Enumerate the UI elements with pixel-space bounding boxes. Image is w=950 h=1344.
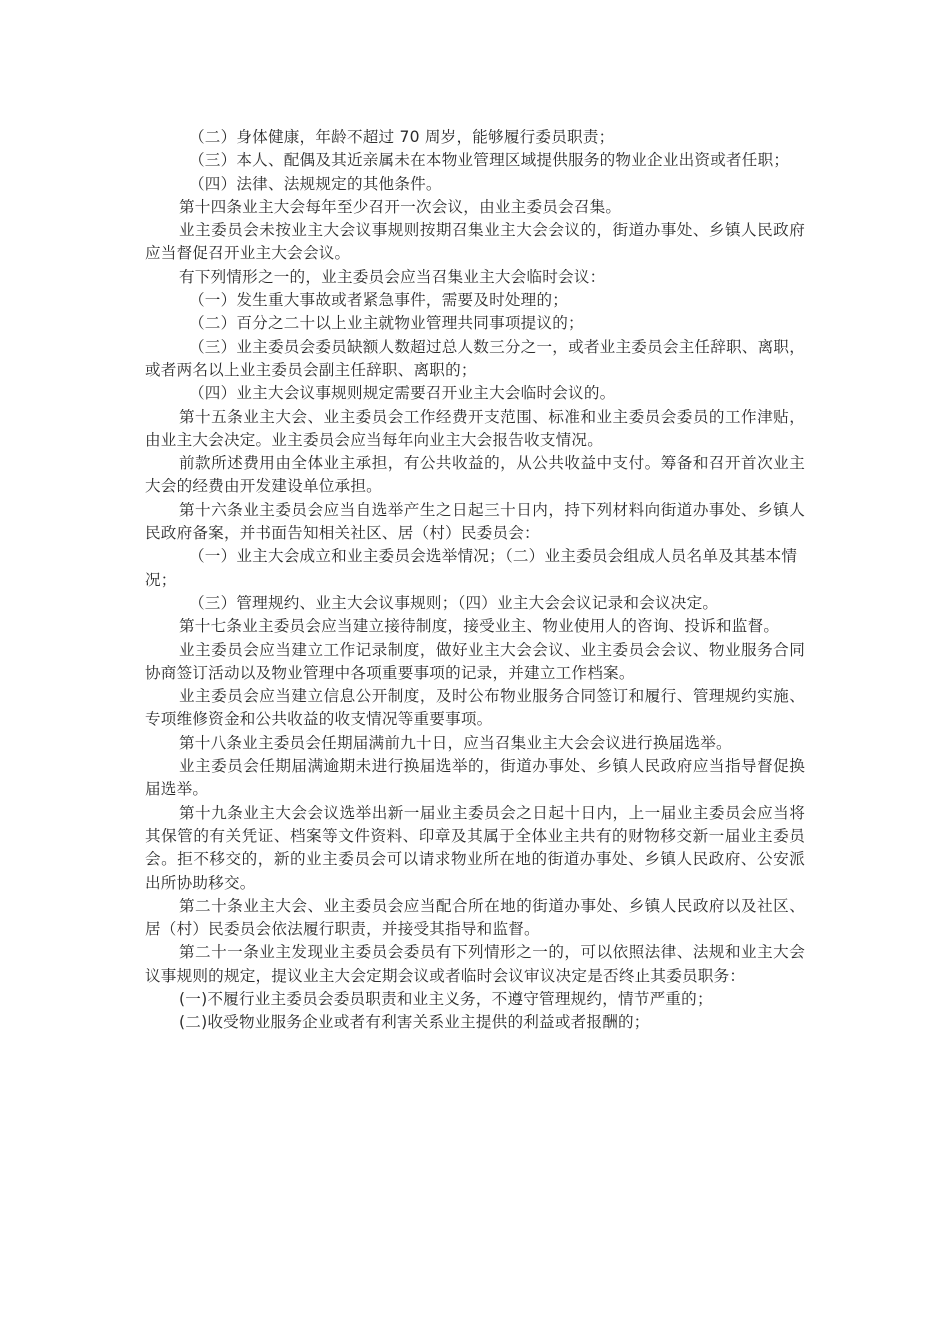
- paragraph: 况；: [145, 570, 177, 589]
- paragraph: 第十六条业主委员会应当自选举产生之日起三十日内，持下列材料向街道办事处、乡镇人民政府备案，并书面告知相关社区、居（村）民委员会：: [145, 500, 805, 543]
- paragraph: （三）本人、配偶及其近亲属未在本物业管理区域提供服务的物业企业出资或者任职；: [189, 151, 790, 170]
- paragraph: 有下列情形之一的，业主委员会应当召集业主大会临时会议：: [179, 267, 606, 286]
- paragraph: 前款所述费用由全体业主承担，有公共收益的，从公共收益中支付。筹备和召开首次业主大会的经费由开发建设单位承担。: [145, 454, 805, 496]
- paragraph: 第二十条业主大会、业主委员会应当配合所在地的街道办事处、乡镇人民政府以及社区、居（村）民委员会依法履行职责，并接受其指导和监督。: [145, 896, 805, 939]
- paragraph: 业主委员会应当建立工作记录制度，做好业主大会会议、业主委员会会议、物业服务合同协商签订活动以及物业管理中各项重要事项的记录，并建立工作档案。: [145, 640, 805, 682]
- paragraph: 第十五条业主大会、业主委员会工作经费开支范围、标准和业主委员会委员的工作津贴，由业主大会决定。业主委员会应当每年向业主大会报告收支情况。: [145, 407, 805, 449]
- paragraph: (二)收受物业服务企业或者有利害关系业主提供的利益或者报酬的；: [179, 1013, 650, 1032]
- paragraph: （二）百分之二十以上业主就物业管理共同事项提议的；: [189, 314, 584, 333]
- paragraph: （一）业主大会成立和业主委员会选举情况；（二）业主委员会组成人员名单及其基本情: [189, 547, 798, 566]
- paragraph: 第十七条业主委员会应当建立接待制度，接受业主、物业使用人的咨询、投诉和监督。: [179, 617, 780, 636]
- paragraph: (一)不履行业主委员会委员职责和业主义务，不遵守管理规约，情节严重的；: [179, 989, 713, 1008]
- paragraph: （三）管理规约、业主大会议事规则；（四）业主大会会议记录和会议决定。: [189, 593, 719, 612]
- document-body: [145, 126, 805, 1035]
- paragraph: 第二十一条业主发现业主委员会委员有下列情形之一的，可以依照法律、法规和业主大会议事规则的规定，提议业主大会定期会议或者临时会议审议决定是否终止其委员职务：: [145, 943, 805, 985]
- paragraph: 第十八条业主委员会任期届满前九十日，应当召集业主大会会议进行换届选举。: [179, 733, 732, 752]
- paragraph: 业主委员会未按业主大会议事规则按期召集业主大会会议的，街道办事处、乡镇人民政府应当督促召开业主大会会议。: [145, 221, 805, 263]
- paragraph: （二）身体健康，年龄不超过 70 周岁，能够履行委员职责；: [189, 128, 615, 146]
- paragraph: 第十四条业主大会每年至少召开一次会议，由业主委员会召集。: [179, 197, 622, 216]
- paragraph: 业主委员会应当建立信息公开制度，及时公布物业服务合同签订和履行、管理规约实施、专项维修资金和公共收益的收支情况等重要事项。: [145, 687, 805, 729]
- paragraph: （一）发生重大事故或者紧急事件，需要及时处理的；: [189, 291, 569, 310]
- paragraph: 业主委员会任期届满逾期未进行换届选举的，街道办事处、乡镇人民政府应当指导督促换届选举。: [145, 757, 805, 799]
- paragraph: 第十九条业主大会会议选举出新一届业主委员会之日起十日内，上一届业主委员会应当将其保管的有关凭证、档案等文件资料、印章及其属于全体业主共有的财物移交新一届业主委员会。拒不移交的，新的业主委员会可以请求物业所在地的街道办事处、乡镇人民政府、公安派出所协助移交。: [145, 803, 805, 892]
- paragraph: （四）业主大会议事规则规定需要召开业主大会临时会议的。: [189, 384, 616, 403]
- paragraph: （四）法律、法规规定的其他条件。: [189, 174, 442, 193]
- paragraph: （三）业主委员会委员缺额人数超过总人数三分之一，或者业主委员会主任辞职、离职，或者两名以上业主委员会副主任辞职、离职的；: [145, 337, 805, 379]
